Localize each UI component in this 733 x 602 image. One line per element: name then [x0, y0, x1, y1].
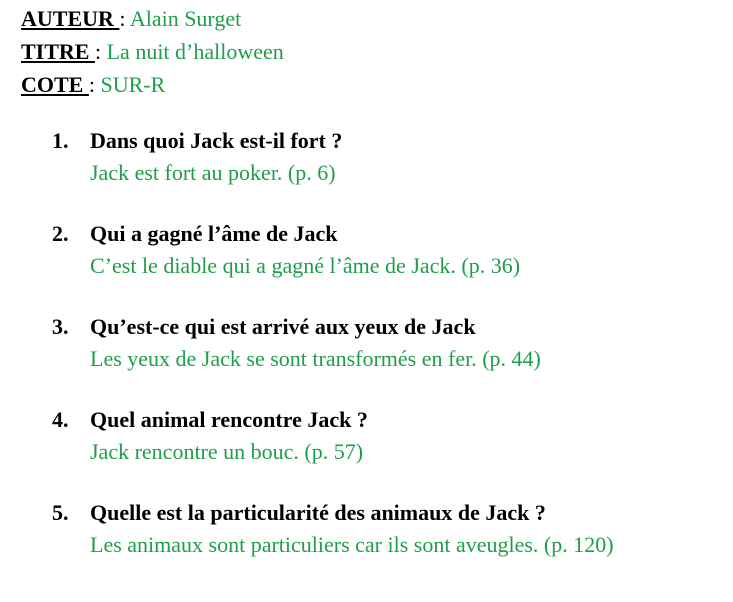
list-item [0, 311, 733, 404]
question-text: Dans quoi Jack est-il fort ? [90, 128, 343, 153]
title-line [21, 35, 284, 68]
title-separator: : [94, 39, 107, 64]
cote-label: COTE [21, 72, 89, 97]
author-label: AUTEUR [21, 6, 120, 31]
question-text: Quel animal rencontre Jack ? [90, 407, 368, 432]
question-text: Qu’est-ce qui est arrivé aux yeux de Jack [90, 314, 476, 339]
answer-text: Les yeux de Jack se sont transformés en fer. (p. 44) [90, 346, 541, 371]
answer-text: Jack rencontre un bouc. (p. 57) [90, 439, 364, 464]
author-line [21, 2, 284, 35]
list-item [0, 497, 733, 590]
question-number: 5. [52, 500, 69, 525]
cote-line [21, 68, 284, 101]
question-number: 4. [52, 407, 69, 432]
list-item [0, 125, 733, 218]
question-text: Qui a gagné l’âme de Jack [90, 221, 338, 246]
list-item [0, 218, 733, 311]
title-value: La nuit d’halloween [106, 39, 284, 64]
list-item [0, 404, 733, 497]
title-label: TITRE [21, 39, 95, 64]
book-metadata [21, 2, 284, 101]
cote-value: SUR-R [100, 72, 166, 97]
author-value: Alain Surget [129, 6, 242, 31]
question-number: 2. [52, 221, 69, 246]
question-text: Quelle est la particularité des animaux de Jack ? [90, 500, 546, 525]
question-number: 3. [52, 314, 69, 339]
answer-text: Les animaux sont particuliers car ils sont aveugles. (p. 120) [90, 532, 614, 557]
question-list [0, 125, 733, 590]
answer-text: Jack est fort au poker. (p. 6) [90, 160, 336, 185]
author-separator: : [119, 6, 130, 31]
answer-text: C’est le diable qui a gagné l’âme de Jack. (p. 36) [90, 253, 521, 278]
question-number: 1. [52, 128, 69, 153]
cote-separator: : [88, 72, 101, 97]
